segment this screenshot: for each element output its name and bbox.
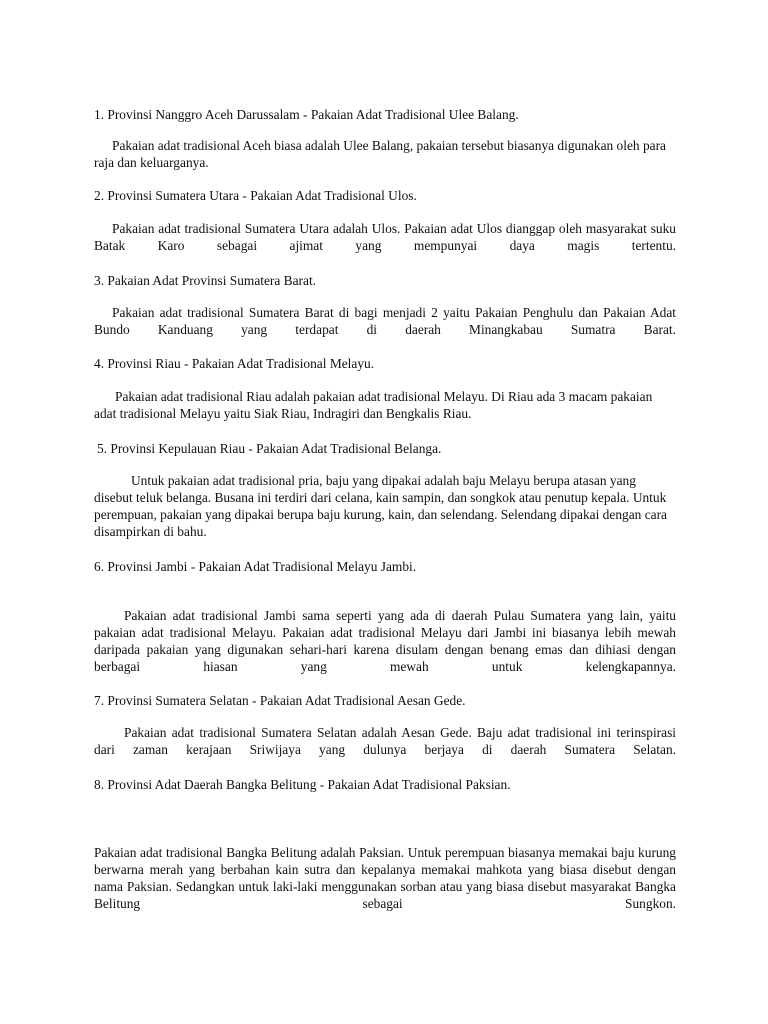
section-4-body: Pakaian adat tradisional Riau adalah pakaian adat tradisional Melayu. Di Riau ada 3 macam pakaian adat tradisional Melayu yaitu Siak Riau, Indragiri dan Bengkalis Riau.: [94, 389, 653, 421]
section-5-body: Untuk pakaian adat tradisional pria, baju yang dipakai adalah baju Melayu berupa atasan yang disebut teluk belanga. Busana ini terdiri dari celana, kain sampin, dan songkok atau penutup kepala. Untuk perempuan, pakaian yang dipakai berupa baju kurung, kain, dan selendang. Selendang dipakai dengan cara disampirkan di bahu.: [94, 473, 667, 539]
section-8-heading: 8. Provinsi Adat Daerah Bangka Belitung - Pakaian Adat Tradisional Paksian.: [94, 777, 511, 792]
section-8-body: Pakaian adat tradisional Bangka Belitung adalah Paksian. Untuk perempuan biasanya memakai baju kurung berwarna merah yang berbahan kain sutra dan kepalanya memakai mahkota yang biasa disebut dengan nama Paksian. Sedangkan untuk laki-laki menggunakan sorban atau yang biasa disebut masyarakat Bangka Belitung sebagai Sungkon.: [94, 845, 676, 911]
section-3-heading: 3. Pakaian Adat Provinsi Sumatera Barat.: [94, 273, 317, 288]
section-5-heading: 5. Provinsi Kepulauan Riau - Pakaian Adat Tradisional Belanga.: [97, 441, 442, 456]
section-7-body: Pakaian adat tradisional Sumatera Selatan adalah Aesan Gede. Baju adat tradisional ini terinspirasi dari zaman kerajaan Sriwijaya yang dulunya berjaya di daerah Sumatera Selatan.: [94, 725, 676, 757]
section-4-heading: 4. Provinsi Riau - Pakaian Adat Tradisional Melayu.: [94, 356, 375, 371]
section-6-body: Pakaian adat tradisional Jambi sama seperti yang ada di daerah Pulau Sumatera yang lain, yaitu pakaian adat tradisional Melayu. Pakaian adat tradisional Melayu dari Jambi ini biasanya lebih mewah daripada pakaian yang digunakan sehari-hari karena disulam dengan benang emas dan dihiasi dengan berbagai hiasan yang mewah untuk kelengkapannya.: [94, 608, 676, 674]
section-2-body: Pakaian adat tradisional Sumatera Utara adalah Ulos. Pakaian adat Ulos dianggap oleh masyarakat suku Batak Karo sebagai ajimat yang mempunyai daya magis tertentu.: [94, 221, 676, 253]
section-6-heading: 6. Provinsi Jambi - Pakaian Adat Tradisional Melayu Jambi.: [94, 559, 417, 574]
section-1-heading: 1. Provinsi Nanggro Aceh Darussalam - Pakaian Adat Tradisional Ulee Balang.: [94, 107, 519, 122]
section-2-heading: 2. Provinsi Sumatera Utara - Pakaian Adat Tradisional Ulos.: [94, 188, 417, 203]
section-7-heading: 7. Provinsi Sumatera Selatan - Pakaian Adat Tradisional Aesan Gede.: [94, 693, 466, 708]
section-1-body: Pakaian adat tradisional Aceh biasa adalah Ulee Balang, pakaian tersebut biasanya digunakan oleh para raja dan keluarganya.: [94, 138, 667, 170]
section-3-body: Pakaian adat tradisional Sumatera Barat di bagi menjadi 2 yaitu Pakaian Penghulu dan Pakaian Adat Bundo Kanduang yang terdapat di daerah Minangkabau Sumatra Barat.: [94, 305, 676, 337]
